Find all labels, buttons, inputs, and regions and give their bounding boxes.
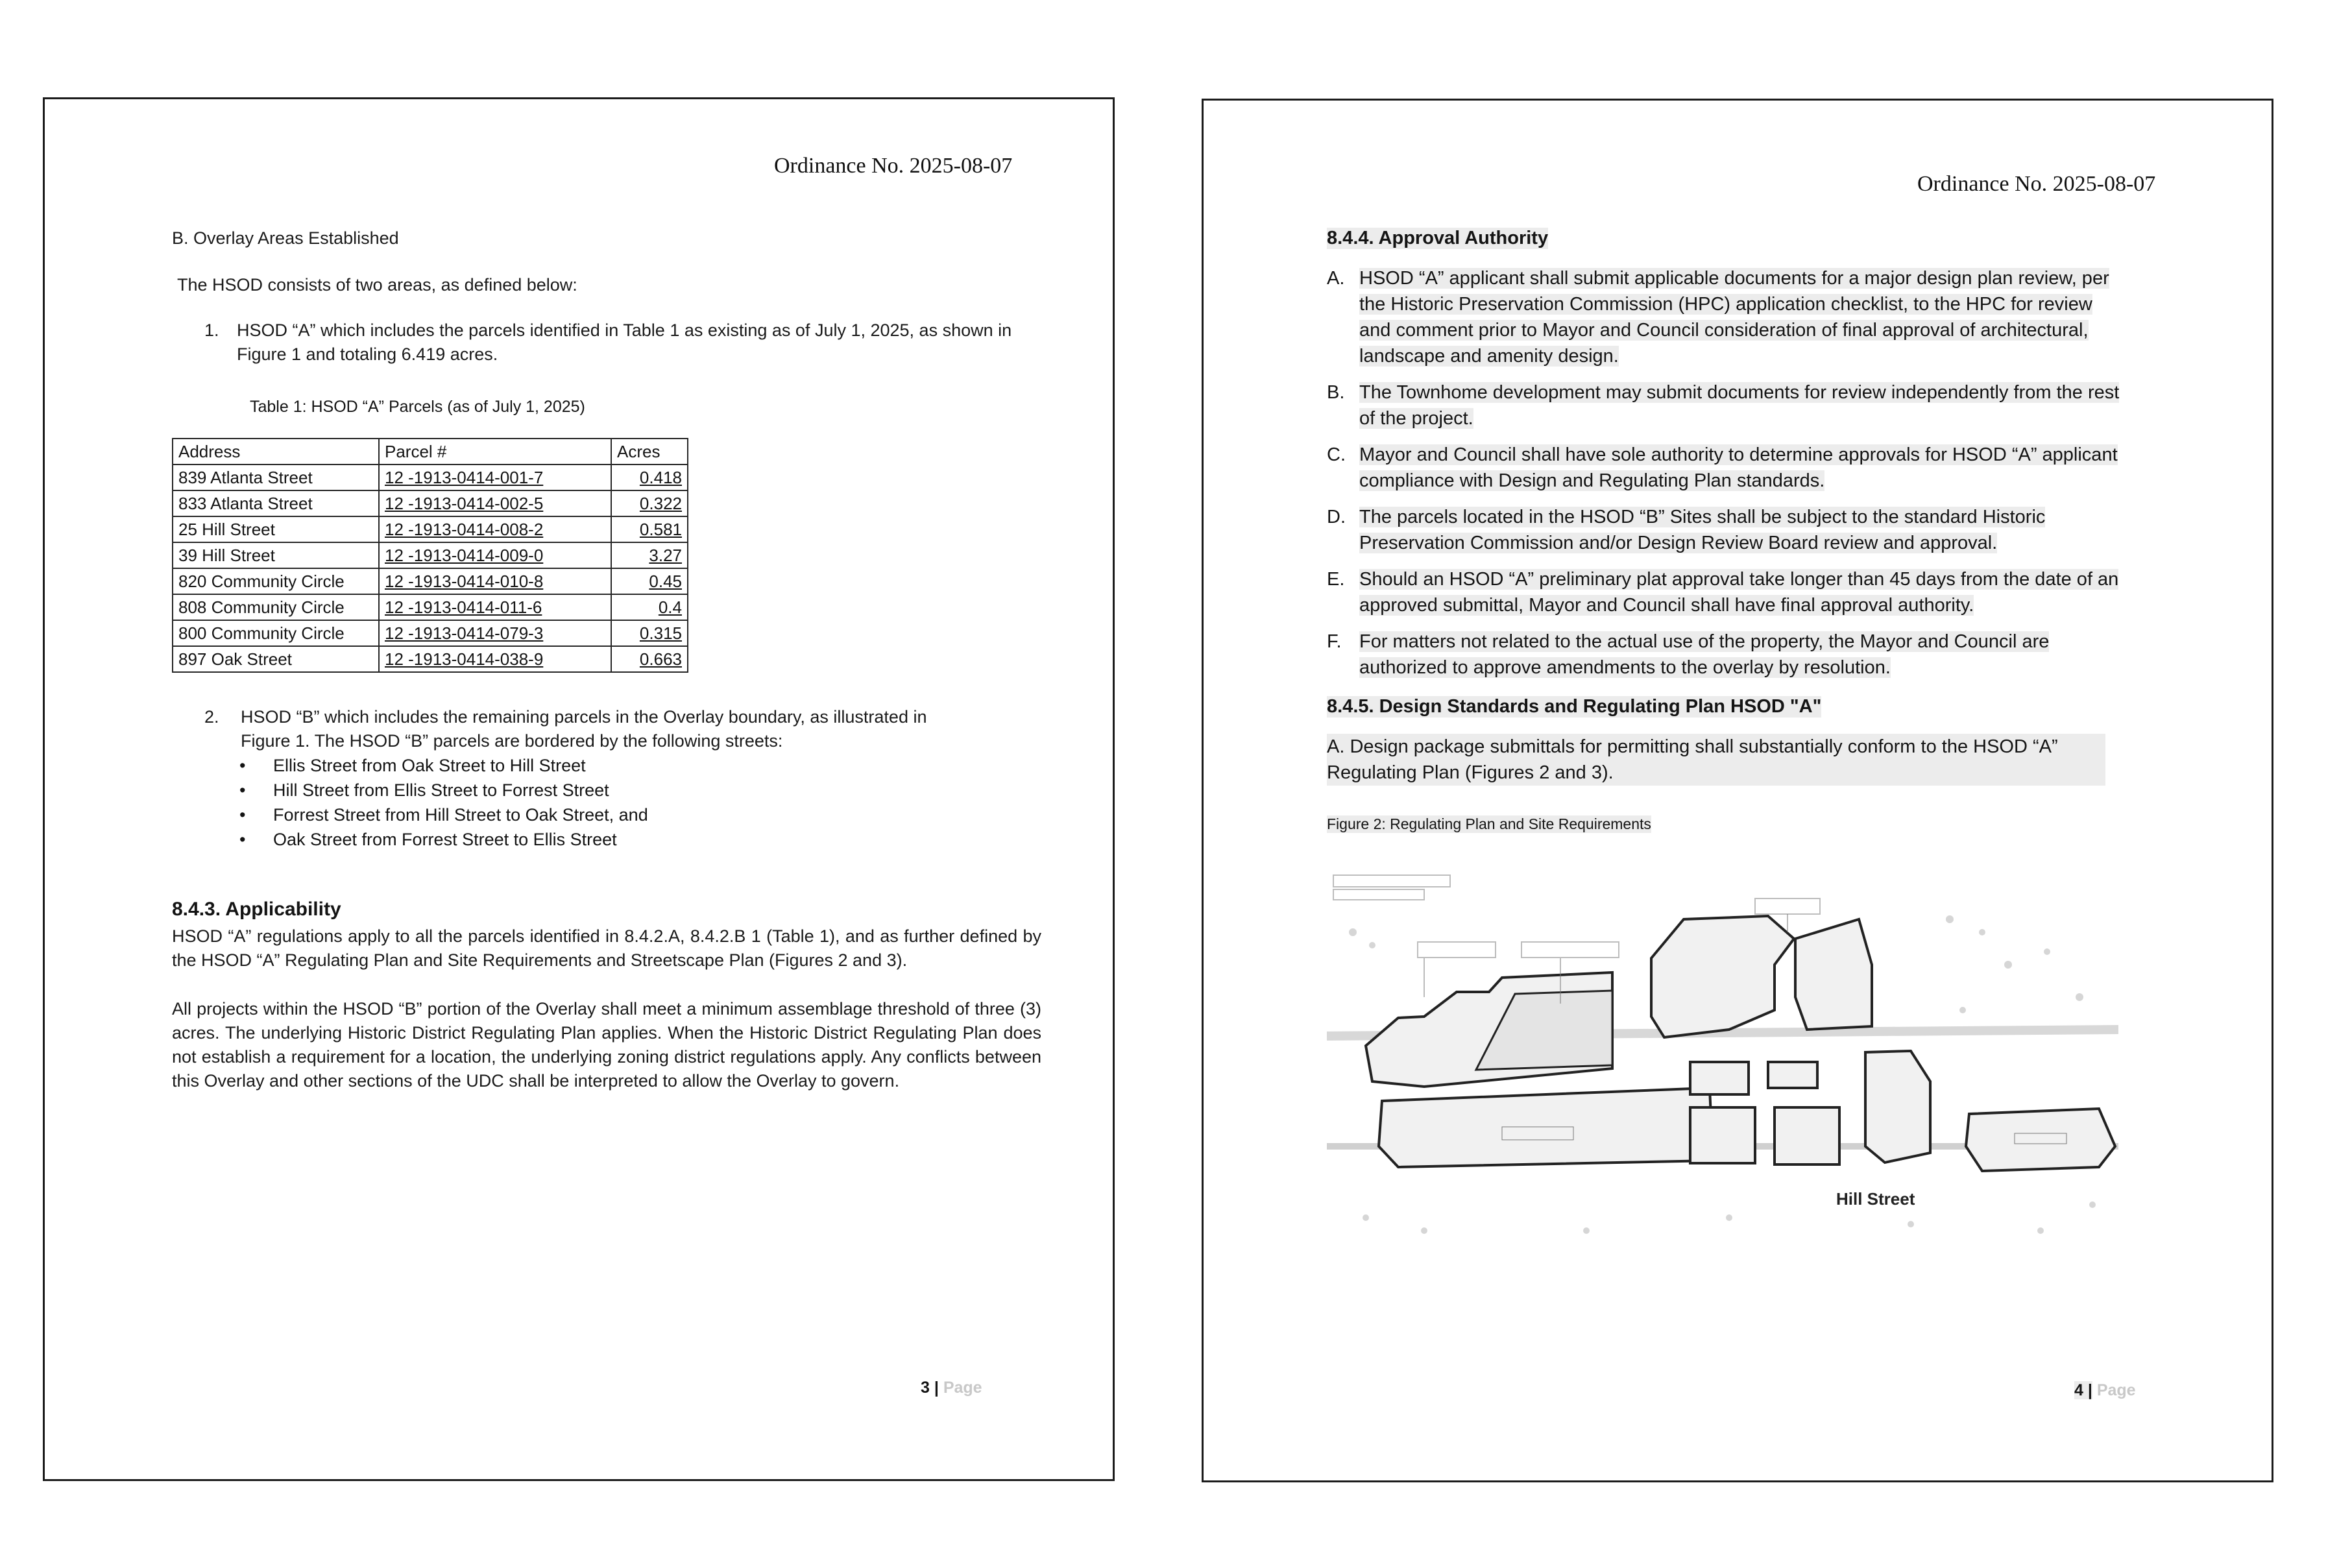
document-page-3 bbox=[43, 97, 1115, 1481]
parcel-cell: 12 -1913-0414-001-7 bbox=[379, 464, 611, 490]
parcel-cell: 12 -1913-0414-011-6 bbox=[379, 594, 611, 620]
item-letter: A. bbox=[1327, 268, 1345, 289]
approval-item-a bbox=[1327, 265, 2125, 369]
parcel-cell: 12 -1913-0414-010-8 bbox=[379, 568, 611, 594]
building-footprint bbox=[1775, 1107, 1839, 1164]
page-header: Ordinance No. 2025-08-07 bbox=[1917, 172, 2156, 196]
parcel-cell: 12 -1913-0414-008-2 bbox=[379, 516, 611, 542]
list-item: • Ellis Street from Oak Street to Hill Street bbox=[239, 753, 648, 778]
item-text: Mayor and Council shall have sole authority to determine approvals for HSOD “A” applicant compliance with Design and Regulating Plan standards. bbox=[1359, 444, 2118, 491]
item-letter: F. bbox=[1327, 631, 1342, 652]
item-2-number: 2. bbox=[204, 707, 219, 727]
parcel-cell: 12 -1913-0414-002-5 bbox=[379, 490, 611, 516]
applicability-paragraph-1: HSOD “A” regulations apply to all the parcels identified in 8.4.2.A, 8.4.2.B 1 (Table 1), and as further defined by the HSOD “A” Regulating Plan and Site Requirements and Streetscape Plan (Figures 2 and 3). bbox=[172, 926, 1041, 970]
figure-label-box bbox=[1333, 875, 1450, 887]
table-header-cell: Acres bbox=[611, 439, 688, 464]
item-letter: C. bbox=[1327, 444, 1346, 465]
acres-cell: 0.581 bbox=[611, 516, 688, 542]
address-cell: 39 Hill Street bbox=[173, 542, 379, 568]
page-footer bbox=[2074, 1381, 2136, 1400]
table-row bbox=[173, 464, 688, 490]
applicability-title: 8.4.3. Applicability bbox=[172, 899, 341, 920]
page-word: Page bbox=[2096, 1381, 2136, 1399]
street-bullet-list bbox=[239, 753, 648, 852]
table-row bbox=[173, 620, 688, 646]
section-b-title: B. Overlay Areas Established bbox=[172, 228, 399, 248]
callout-box bbox=[1521, 942, 1619, 958]
address-cell: 839 Atlanta Street bbox=[173, 464, 379, 490]
table-row bbox=[173, 516, 688, 542]
item-2-text: HSOD “B” which includes the remaining parcels in the Overlay boundary, as illustrated in Figure 1. The HSOD “B” parcels are bordered by the following streets: bbox=[241, 707, 927, 751]
figure-label-box bbox=[1333, 889, 1424, 900]
building-footprint bbox=[1690, 1062, 1749, 1094]
table-row bbox=[173, 542, 688, 568]
parcel-cell: 12 -1913-0414-079-3 bbox=[379, 620, 611, 646]
page-number: 3 | bbox=[921, 1379, 939, 1397]
page-header: Ordinance No. 2025-08-07 bbox=[774, 154, 1013, 178]
table-row bbox=[173, 490, 688, 516]
design-paragraph-a: A. Design package submittals for permitting shall substantially conform to the HSOD “A” Regulating Plan (Figures 2 and 3). bbox=[1327, 734, 2105, 786]
table-row bbox=[173, 594, 688, 620]
list-item: • Forrest Street from Hill Street to Oak Street, and bbox=[239, 802, 648, 827]
street-label: Hill Street bbox=[1836, 1189, 1915, 1209]
building-footprint bbox=[1379, 1088, 1713, 1167]
table-header-cell: Parcel # bbox=[379, 439, 611, 464]
approval-item-d bbox=[1327, 504, 2125, 556]
acres-cell: 3.27 bbox=[611, 542, 688, 568]
approval-authority-title: 8.4.4. Approval Authority bbox=[1327, 228, 1549, 248]
acres-cell: 0.315 bbox=[611, 620, 688, 646]
building-footprint bbox=[1795, 919, 1872, 1030]
item-text: HSOD “A” applicant shall submit applicable documents for a major design plan review, per the Historic Preservation Commission (HPC) application checklist, to the HPC for review and comment prior to Mayor and Council consideration of final approval of architectural, landscape and amenity design. bbox=[1359, 268, 2109, 367]
page-word: Page bbox=[943, 1379, 982, 1397]
applicability-paragraph-2: All projects within the HSOD “B” portion of the Overlay shall meet a minimum assemblage threshold of three (3) acres. The underlying Historic District Regulating Plan applies. When the Historic District Regulating Plan does not establish a requirement for a location, the underlying zoning district regulations apply. Any conflicts between this Overlay and other sections of the UDC shall be interpreted to allow the Overlay to govern. bbox=[172, 999, 1041, 1091]
table-caption: Table 1: HSOD “A” Parcels (as of July 1, 2025) bbox=[250, 398, 585, 416]
acres-cell: 0.45 bbox=[611, 568, 688, 594]
approval-item-b bbox=[1327, 380, 2125, 431]
design-standards-title: 8.4.5. Design Standards and Regulating Plan HSOD "A" bbox=[1327, 696, 1822, 717]
item-text: For matters not related to the actual use of the property, the Mayor and Council are authorized to approve amendments to the overlay by resolution. bbox=[1359, 631, 2050, 678]
item-letter: B. bbox=[1327, 382, 1345, 403]
item-text: The Townhome development may submit documents for review independently from the rest of the project. bbox=[1359, 382, 2120, 429]
item-1-text: HSOD “A” which includes the parcels identified in Table 1 as existing as of July 1, 2025, as shown in Figure 1 and totaling 6.419 acres. bbox=[237, 320, 1012, 364]
address-cell: 808 Community Circle bbox=[173, 594, 379, 620]
page-number: 4 | bbox=[2074, 1381, 2092, 1399]
approval-item-e bbox=[1327, 566, 2125, 618]
figure-caption: Figure 2: Regulating Plan and Site Requirements bbox=[1327, 815, 1651, 832]
address-cell: 800 Community Circle bbox=[173, 620, 379, 646]
list-item: • Oak Street from Forrest Street to Ellis Street bbox=[239, 827, 648, 852]
acres-cell: 0.663 bbox=[611, 646, 688, 672]
building-footprint bbox=[1690, 1107, 1755, 1163]
address-cell: 820 Community Circle bbox=[173, 568, 379, 594]
building-footprint bbox=[1651, 916, 1794, 1037]
callout-box bbox=[1418, 942, 1496, 958]
parcels-table bbox=[172, 438, 688, 673]
address-cell: 833 Atlanta Street bbox=[173, 490, 379, 516]
regulating-plan-figure bbox=[1327, 867, 2118, 1270]
address-cell: 25 Hill Street bbox=[173, 516, 379, 542]
approval-item-f bbox=[1327, 629, 2125, 681]
table-row bbox=[173, 568, 688, 594]
item-letter: E. bbox=[1327, 569, 1345, 590]
parcel-cell: 12 -1913-0414-009-0 bbox=[379, 542, 611, 568]
acres-cell: 0.4 bbox=[611, 594, 688, 620]
approval-item-c bbox=[1327, 442, 2125, 494]
building-footprint bbox=[1768, 1062, 1817, 1088]
building-footprint bbox=[1966, 1109, 2115, 1171]
intro-text: The HSOD consists of two areas, as defined below: bbox=[177, 275, 577, 295]
acres-cell: 0.322 bbox=[611, 490, 688, 516]
item-1-number: 1. bbox=[204, 320, 219, 340]
item-text: The parcels located in the HSOD “B” Sites shall be subject to the standard Historic Preservation Commission and/or Design Review Board review and approval. bbox=[1359, 507, 2046, 553]
item-letter: D. bbox=[1327, 507, 1346, 527]
callout-box bbox=[1755, 899, 1820, 914]
parcel-cell: 12 -1913-0414-038-9 bbox=[379, 646, 611, 672]
table-header-cell: Address bbox=[173, 439, 379, 464]
page-footer bbox=[921, 1379, 982, 1397]
table-header-row bbox=[173, 439, 688, 464]
list-item: • Hill Street from Ellis Street to Forrest Street bbox=[239, 778, 648, 802]
building-footprint bbox=[1865, 1051, 1930, 1163]
document-page-4 bbox=[1202, 99, 2273, 1482]
table-row bbox=[173, 646, 688, 672]
address-cell: 897 Oak Street bbox=[173, 646, 379, 672]
acres-cell: 0.418 bbox=[611, 464, 688, 490]
item-text: Should an HSOD “A” preliminary plat approval take longer than 45 days from the date of an approved submittal, Mayor and Council shall have final approval authority. bbox=[1359, 569, 2119, 616]
